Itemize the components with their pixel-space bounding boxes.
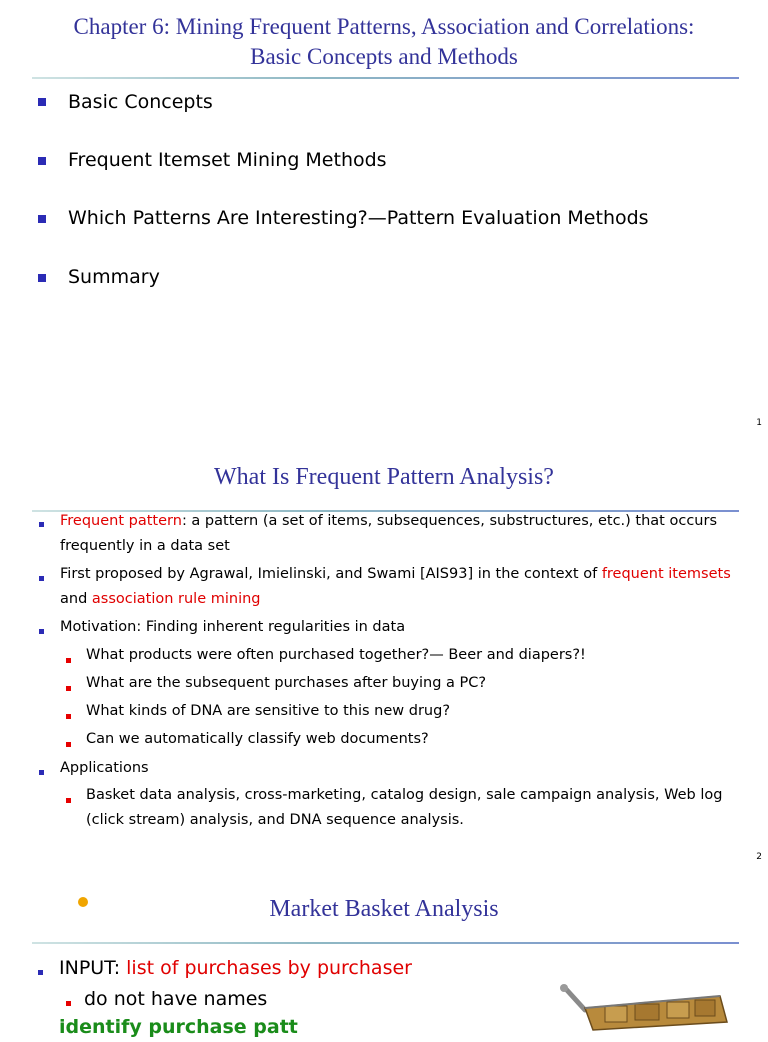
- partial-bullet-line: identify purchase patt: [59, 1016, 298, 1038]
- slide-1-title-line2: Basic Concepts and Methods: [250, 44, 518, 69]
- bullet-square-icon: [39, 770, 44, 775]
- sub-item: Can we automatically classify web documents?: [86, 731, 429, 747]
- bullet-itemset-mining: Frequent Itemset Mining Methods: [68, 149, 387, 171]
- sub-item: What products were often purchased together?— Beer and diapers?!: [86, 647, 586, 663]
- applications-detail: Basket data analysis, cross-marketing, catalog design, sale campaign analysis, Web log (click stream) analysis, and DNA sequence analysis.: [86, 787, 723, 828]
- sub-item-no-names: do not have names: [84, 988, 268, 1010]
- page-number: 2: [756, 852, 762, 862]
- slide-2: [0, 440, 768, 870]
- sub-bullet-icon: [66, 1001, 71, 1006]
- bullet-square-icon: [38, 157, 46, 165]
- slide-1-title: [0, 12, 768, 72]
- slide-1: [0, 0, 768, 440]
- frequent-pattern-term: Frequent pattern: [60, 513, 182, 529]
- slide-1-divider: [32, 77, 739, 79]
- input-line: INPUT: list of purchases by purchaser: [59, 957, 412, 979]
- slide-3-title: Market Basket Analysis: [269, 896, 499, 922]
- slide-3-divider: [32, 942, 739, 944]
- bullet-summary: Summary: [68, 266, 160, 288]
- sub-bullet-icon: [66, 798, 71, 803]
- bullet-square-icon: [39, 522, 44, 527]
- bullet-basic-concepts: Basic Concepts: [68, 91, 213, 113]
- bullet-square-icon: [39, 629, 44, 634]
- bullet-square-icon: [39, 576, 44, 581]
- slide-1-title-line1: Chapter 6: Mining Frequent Patterns, Association and Correlations:: [73, 14, 695, 39]
- sub-item: What kinds of DNA are sensitive to this new drug?: [86, 703, 451, 719]
- association-rule-mining-term: association rule mining: [91, 591, 261, 607]
- shopping-cart-icon: [555, 982, 735, 1042]
- frequent-pattern-definition: Frequent pattern: a pattern (a set of items, subsequences, substructures, etc.) that occurs frequently in a data set: [60, 513, 718, 554]
- input-value: list of purchases by purchaser: [126, 957, 412, 979]
- bullet-square-icon: [38, 274, 46, 282]
- applications-text: Applications: [60, 760, 149, 776]
- slide-3: [0, 870, 768, 1038]
- bullet-square-icon: [38, 98, 46, 106]
- sub-bullet-icon: [66, 714, 71, 719]
- sub-bullet-icon: [66, 686, 71, 691]
- bullet-square-icon: [38, 215, 46, 223]
- first-proposed-text: First proposed by Agrawal, Imielinski, and Swami [AIS93] in the context of frequent itemsets and association rule mining: [60, 566, 731, 607]
- bullet-square-icon: [38, 970, 43, 975]
- motivation-text: Motivation: Finding inherent regularities in data: [60, 619, 406, 635]
- slide-2-title: What Is Frequent Pattern Analysis?: [214, 464, 554, 490]
- frequent-itemsets-term: frequent itemsets: [601, 566, 731, 582]
- sub-bullet-icon: [66, 742, 71, 747]
- sub-bullet-icon: [66, 658, 71, 663]
- bullet-pattern-evaluation: Which Patterns Are Interesting?—Pattern Evaluation Methods: [68, 207, 649, 229]
- sub-item: What are the subsequent purchases after buying a PC?: [86, 675, 487, 691]
- page-number: 1: [756, 418, 762, 428]
